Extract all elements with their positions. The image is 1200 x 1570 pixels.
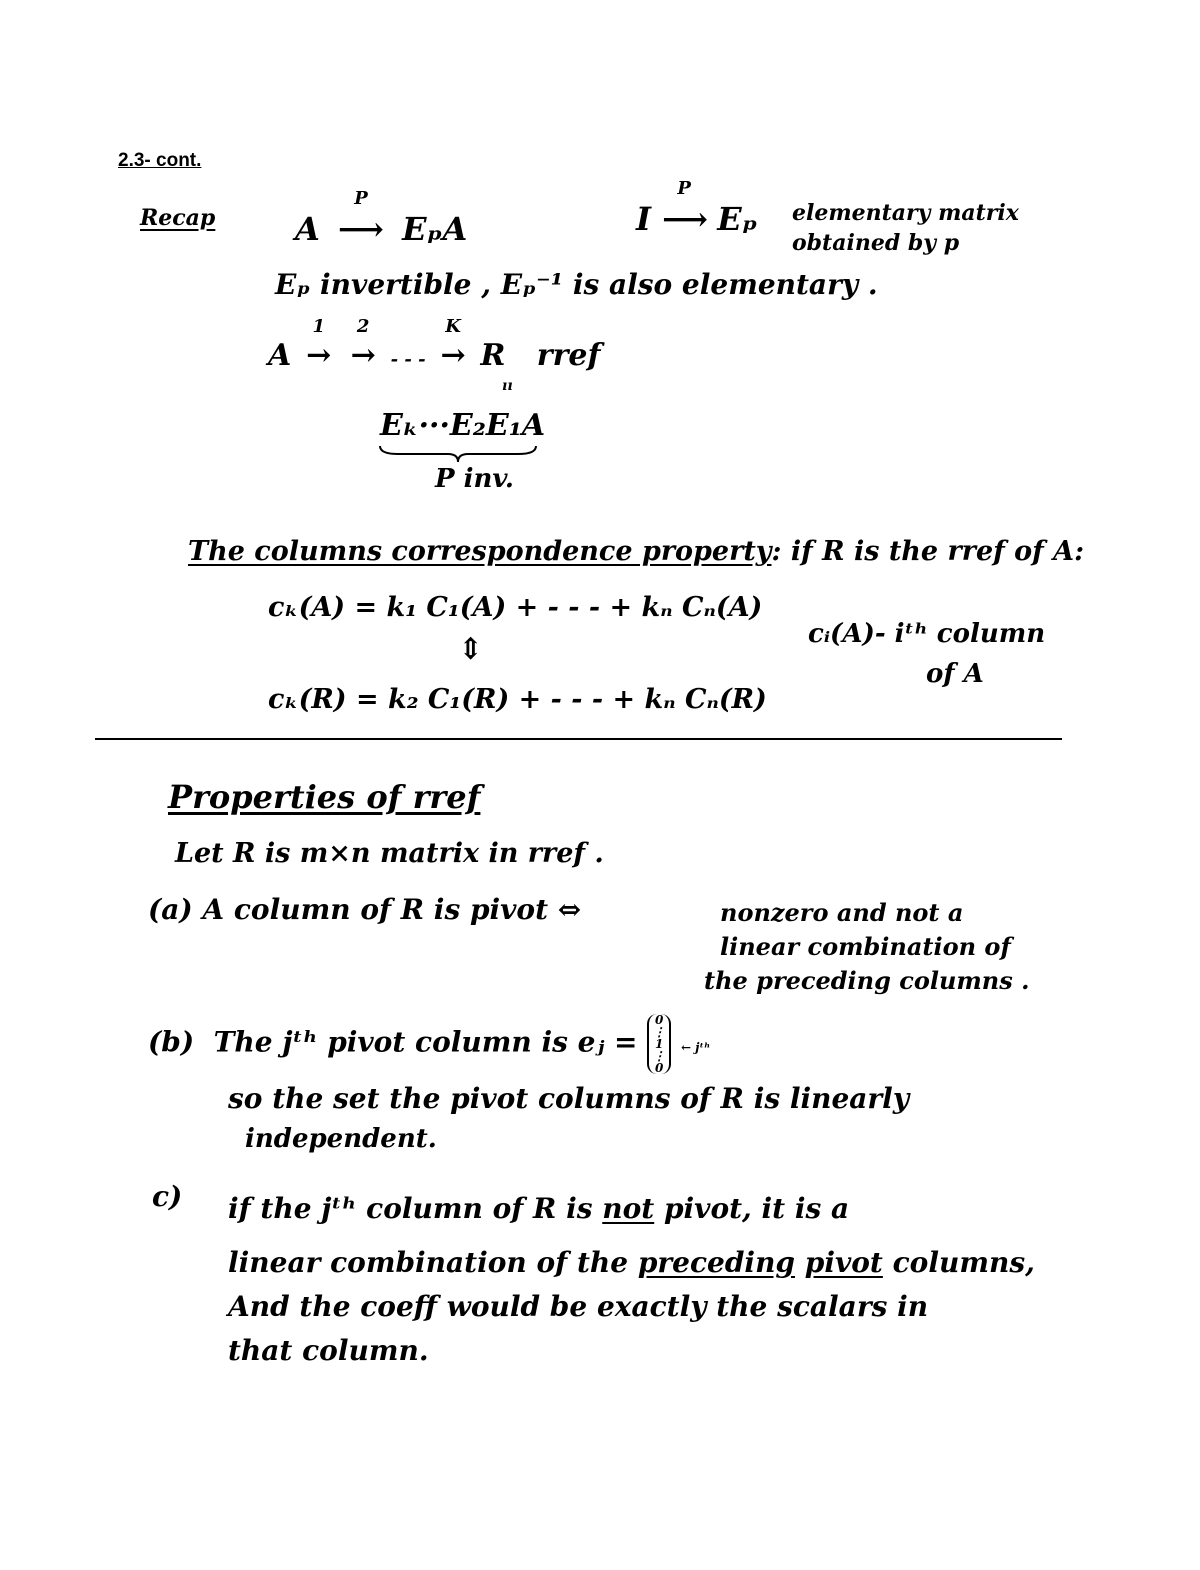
- rref-label: rref: [536, 338, 601, 373]
- props-intro: Let R is m×n matrix in rref .: [175, 838, 604, 869]
- prop-b-line2: so the set the pivot columns of R is linearly: [228, 1082, 910, 1115]
- recap-line4: Eₖ···E₂E₁A: [380, 408, 546, 443]
- prop-a-text: A column of R is pivot ⇔: [202, 893, 582, 926]
- ccp-note-line2: of A: [926, 659, 984, 689]
- recap-line2: Eₚ invertible , Eₚ⁻¹ is also elementary .: [275, 268, 878, 301]
- recap-line1-right: [636, 178, 758, 238]
- prop-c-label: c): [152, 1180, 183, 1213]
- prop-a-cont1: nonzero and not a: [720, 898, 964, 927]
- recap-line1-left: [295, 188, 468, 248]
- arrow-p2: P ⟶: [662, 178, 708, 238]
- prop-c-preceding: preceding: [637, 1246, 796, 1279]
- props-title: Properties of rref: [168, 778, 481, 816]
- prop-c-line1-pre: if the jᵗʰ column of R is: [228, 1192, 593, 1225]
- unit-vector-entry-3: ⋮: [653, 1049, 666, 1063]
- prop-c-not: not: [602, 1192, 655, 1225]
- prop-b-label: (b): [148, 1025, 195, 1059]
- arrow-2: 2 →: [346, 338, 380, 373]
- section-divider: [95, 738, 1062, 740]
- arrow-1-label: 1: [312, 316, 325, 337]
- ccp-suffix: : if R is the rref of A:: [771, 536, 1085, 567]
- unit-vector-note: ← jᵗʰ: [680, 1040, 711, 1055]
- prop-a-cont2: linear combination of: [720, 932, 1011, 961]
- prop-b-line3: independent.: [245, 1124, 437, 1154]
- prop-c-pivot: pivot: [804, 1246, 883, 1279]
- elementary-note: [792, 198, 1019, 258]
- ccp-note: [808, 614, 1045, 694]
- ep: Eₚ: [717, 200, 758, 238]
- elementary-note-line2: obtained by p: [792, 230, 960, 256]
- prop-c-line2-pre: linear combination of the: [228, 1246, 629, 1279]
- ccp-title: The columns correspondence property: [188, 536, 772, 567]
- ccp-heading: [188, 536, 1084, 567]
- unit-vector-entry-4: 0: [655, 1061, 664, 1075]
- ccp-eq1: cₖ(A) = k₁ C₁(A) + - - - + kₙ Cₙ(A): [268, 592, 763, 623]
- prop-c-line3: And the coeff would be exactly the scalars in: [228, 1290, 929, 1323]
- ccp-eq2: cₖ(R) = k₂ C₁(R) + - - - + kₙ Cₙ(R): [268, 684, 767, 715]
- prop-a-cont: [704, 896, 1030, 998]
- arrow-p-label: P: [354, 188, 368, 209]
- ep-a: EₚA: [402, 210, 468, 248]
- prop-c-line4: that column.: [228, 1334, 429, 1367]
- prop-b-text: The jᵗʰ pivot column is eⱼ =: [213, 1025, 638, 1059]
- recap-line3: [268, 316, 601, 373]
- page-header: 2.3- cont.: [118, 150, 202, 171]
- recap-line5: P inv.: [435, 464, 514, 494]
- arrow-p2-label: P: [677, 178, 691, 199]
- prop-c-line2-post: columns,: [892, 1246, 1035, 1279]
- elementary-note-line1: elementary matrix: [792, 200, 1019, 226]
- prop-a-cont3: the preceding columns .: [704, 966, 1030, 995]
- arrow-1: 1 →: [302, 338, 336, 373]
- identity: I: [636, 200, 651, 238]
- arrow-dots: - - -: [390, 349, 426, 370]
- prop-a-label: (a): [148, 893, 193, 926]
- prop-c-line1: [228, 1192, 849, 1225]
- unit-vector-entry-0: 0: [655, 1013, 664, 1027]
- arrow-k: K →: [436, 338, 470, 373]
- prop-c-line1-post: pivot, it is a: [663, 1192, 850, 1225]
- recap-label: Recap: [140, 205, 216, 231]
- ccp-note-line1: cᵢ(A)- iᵗʰ column: [808, 619, 1046, 649]
- unit-vector-entry-1: ⋮: [653, 1025, 666, 1039]
- arrow-k-label: K: [445, 316, 461, 337]
- unit-vector: [647, 1014, 671, 1074]
- prop-c-line2: [228, 1246, 1035, 1279]
- underbrace: [378, 444, 538, 464]
- matrix-a-2: A: [268, 338, 292, 373]
- unit-vector-entry-2: 1: [655, 1037, 664, 1051]
- ccp-iff: ⇕: [458, 632, 484, 667]
- matrix-a: A: [295, 210, 320, 248]
- matrix-r: R: [480, 338, 506, 373]
- prop-b: [148, 1014, 710, 1074]
- equals-mark: ıı: [502, 378, 513, 394]
- arrow-p: P ⟶: [331, 210, 391, 248]
- prop-a: [148, 893, 581, 926]
- arrow-2-label: 2: [356, 316, 370, 337]
